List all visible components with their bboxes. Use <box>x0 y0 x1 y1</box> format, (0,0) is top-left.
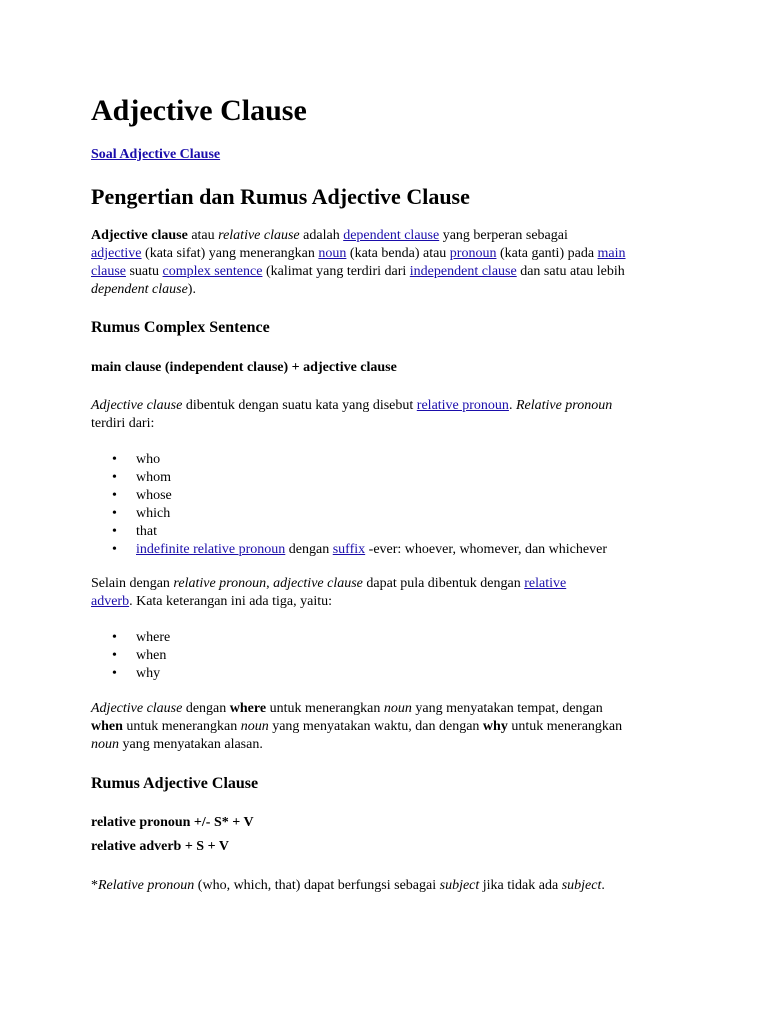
term-italic: subject <box>561 878 602 893</box>
term-italic: relative pronoun <box>173 576 267 591</box>
text: jika tidak ada <box>479 878 562 893</box>
intro-line-4 <box>91 281 626 299</box>
relative-pronoun-link[interactable]: relative pronoun <box>416 398 509 413</box>
adjective-link[interactable]: adjective <box>91 246 142 261</box>
text: yang menyatakan tempat, dengan <box>411 701 603 716</box>
para3-line-2 <box>91 593 566 611</box>
noun-link[interactable]: noun <box>318 246 347 261</box>
intro-line-1 <box>91 227 626 245</box>
text: yang menyatakan alasan. <box>119 737 263 752</box>
term-italic: relative clause <box>218 228 300 243</box>
term-italic: Adjective clause <box>91 701 183 716</box>
text: dan satu atau lebih <box>516 264 625 279</box>
main-clause-link-part2[interactable]: clause <box>91 264 126 279</box>
relative-pronoun-paragraph <box>91 397 612 433</box>
rumus-adjective-heading: Rumus Adjective Clause <box>91 775 259 792</box>
list-item <box>91 541 607 559</box>
suffix-link[interactable]: suffix <box>332 542 366 557</box>
text: yang berperan sebagai <box>439 228 568 243</box>
list-item: • whose <box>91 487 607 505</box>
text: * <box>91 878 98 893</box>
text: . <box>601 878 605 893</box>
list-item: • why <box>91 665 170 683</box>
text: suatu <box>125 264 163 279</box>
list-item: • when <box>91 647 170 665</box>
term-italic: Relative pronoun <box>515 398 613 413</box>
text: (who, which, that) dapat berfungsi sebagai <box>194 878 440 893</box>
footnote <box>91 877 605 895</box>
para2-line-2: terdiri dari: <box>91 416 155 431</box>
dependent-clause-link[interactable]: dependent clause <box>343 228 440 243</box>
formula-relative-pronoun: relative pronoun +/- S* + V <box>91 815 254 830</box>
para3-line-1 <box>91 575 566 593</box>
soal-link-line <box>91 146 220 164</box>
text: dapat pula dibentuk dengan <box>362 576 525 591</box>
relative-adverb-link-part2[interactable]: adverb <box>91 594 130 609</box>
term-italic: noun <box>240 719 269 734</box>
text: -ever: whoever, whomever, dan whichever <box>365 542 607 557</box>
indefinite-relative-pronoun-link[interactable]: indefinite relative pronoun <box>136 542 286 557</box>
para4-line-3 <box>91 736 622 754</box>
complex-sentence-link[interactable]: complex sentence <box>162 264 263 279</box>
text: . Kata keterangan ini ada tiga, yaitu: <box>129 594 333 609</box>
main-clause-link-part1[interactable]: main <box>597 246 626 261</box>
relative-pronoun-list <box>91 451 607 559</box>
text: untuk menerangkan <box>122 719 241 734</box>
text: ). <box>187 282 196 297</box>
text: Selain dengan <box>91 576 174 591</box>
text: atau <box>187 228 219 243</box>
text: yang menyatakan waktu, dan dengan <box>268 719 483 734</box>
term-bold: Adjective clause <box>91 228 188 243</box>
independent-clause-link[interactable]: independent clause <box>409 264 517 279</box>
page-title: Adjective Clause <box>91 94 307 127</box>
text: (kalimat yang terdiri dari <box>262 264 410 279</box>
text: adalah <box>299 228 344 243</box>
intro-line-3 <box>91 263 626 281</box>
list-item: • whom <box>91 469 607 487</box>
rumus-complex-heading: Rumus Complex Sentence <box>91 319 270 336</box>
text: dibentuk dengan suatu kata yang disebut <box>182 398 417 413</box>
section-heading: Pengertian dan Rumus Adjective Clause <box>91 184 470 209</box>
adverb-usage-paragraph <box>91 700 622 754</box>
text: (kata ganti) pada <box>496 246 598 261</box>
term-italic: adjective clause <box>273 576 363 591</box>
para2-line-1 <box>91 397 612 415</box>
term-italic: noun <box>91 737 119 752</box>
text: . <box>508 398 516 413</box>
term-bold: why <box>482 719 508 734</box>
para4-line-1 <box>91 700 622 718</box>
text: (kata benda) atau <box>346 246 450 261</box>
term-italic: Adjective clause <box>91 398 183 413</box>
relative-adverb-list <box>91 629 170 683</box>
relative-adverb-paragraph <box>91 575 566 611</box>
list-item: • who <box>91 451 607 469</box>
list-item: • which <box>91 505 607 523</box>
term-bold: where <box>229 701 267 716</box>
formula-main-clause: main clause (independent clause) + adjective clause <box>91 360 397 375</box>
text: (kata sifat) yang menerangkan <box>141 246 319 261</box>
intro-line-2 <box>91 245 626 263</box>
formula-relative-adverb: relative adverb + S + V <box>91 839 229 854</box>
list-item: • that <box>91 523 607 541</box>
relative-adverb-link-part1[interactable]: relative <box>524 576 567 591</box>
term-bold: when <box>91 719 123 734</box>
intro-paragraph <box>91 227 626 299</box>
para4-line-2 <box>91 718 622 736</box>
text: dengan <box>182 701 230 716</box>
text: untuk menerangkan <box>266 701 384 716</box>
term-italic: Relative pronoun <box>98 878 195 893</box>
pronoun-link[interactable]: pronoun <box>449 246 497 261</box>
term-italic: dependent clause <box>91 282 188 297</box>
text: untuk menerangkan <box>507 719 623 734</box>
term-italic: noun <box>383 701 412 716</box>
soal-adjective-clause-link[interactable]: Soal Adjective Clause <box>91 147 221 162</box>
text: , <box>266 576 274 591</box>
term-italic: subject <box>439 878 480 893</box>
list-item: • where <box>91 629 170 647</box>
text: dengan <box>285 542 333 557</box>
